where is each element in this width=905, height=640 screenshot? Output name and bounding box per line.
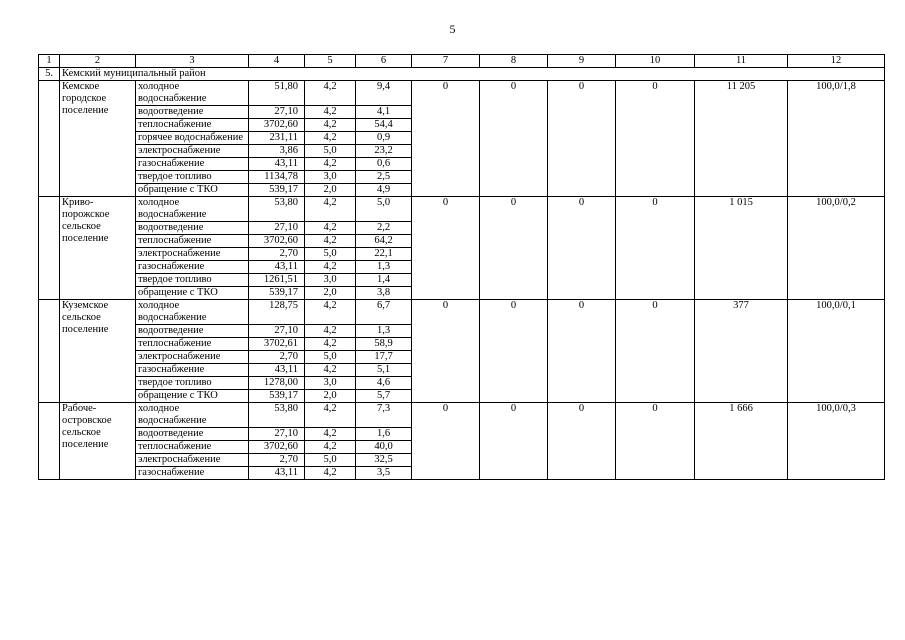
value-col6: 17,7 (356, 351, 412, 364)
value-col5: 4,2 (305, 106, 356, 119)
value-col6: 4,1 (356, 106, 412, 119)
value-col5: 4,2 (305, 428, 356, 441)
value-col5: 4,2 (305, 261, 356, 274)
value-col5: 2,0 (305, 390, 356, 403)
settlement-name: Куземское сельское поселение (60, 300, 136, 403)
value-col6: 23,2 (356, 145, 412, 158)
value-col5: 4,2 (305, 300, 356, 325)
value-col6: 1,3 (356, 261, 412, 274)
service-name: теплоснабжение (136, 441, 249, 454)
value-col4: 53,80 (249, 197, 305, 222)
value-col5: 4,2 (305, 132, 356, 145)
value-col6: 3,8 (356, 287, 412, 300)
header-cell: 12 (788, 55, 885, 68)
value-col4: 1278,00 (249, 377, 305, 390)
page-number: 5 (449, 22, 456, 36)
value-c11: 377 (695, 300, 788, 403)
value-col5: 3,0 (305, 377, 356, 390)
district-row (39, 68, 885, 81)
value-col6: 32,5 (356, 454, 412, 467)
value-col4: 3702,60 (249, 235, 305, 248)
value-col6: 22,1 (356, 248, 412, 261)
value-col5: 4,2 (305, 197, 356, 222)
value-col5: 5,0 (305, 454, 356, 467)
value-c8: 0 (480, 81, 548, 197)
value-col5: 2,0 (305, 184, 356, 197)
service-name: водоотведение (136, 428, 249, 441)
value-c7: 0 (412, 197, 480, 300)
table-row (39, 197, 885, 222)
value-c8: 0 (480, 197, 548, 300)
value-c10: 0 (616, 81, 695, 197)
header-cell: 5 (305, 55, 356, 68)
value-c12: 100,0/0,1 (788, 300, 885, 403)
value-col4: 3702,60 (249, 441, 305, 454)
value-col6: 3,5 (356, 467, 412, 480)
service-name: газоснабжение (136, 158, 249, 171)
value-c11: 11 205 (695, 81, 788, 197)
value-col5: 3,0 (305, 274, 356, 287)
value-col6: 64,2 (356, 235, 412, 248)
value-c12: 100,0/0,3 (788, 403, 885, 480)
value-col5: 4,2 (305, 81, 356, 106)
service-name: газоснабжение (136, 467, 249, 480)
header-cell: 3 (136, 55, 249, 68)
value-col5: 4,2 (305, 325, 356, 338)
value-c9: 0 (548, 300, 616, 403)
value-c11: 1 666 (695, 403, 788, 480)
settlement-name: Кемское городское поселение (60, 81, 136, 197)
value-col5: 5,0 (305, 351, 356, 364)
table-row (39, 81, 885, 106)
service-name: газоснабжение (136, 364, 249, 377)
service-name: газоснабжение (136, 261, 249, 274)
value-col6: 9,4 (356, 81, 412, 106)
value-c10: 0 (616, 197, 695, 300)
header-cell: 7 (412, 55, 480, 68)
value-col4: 3,86 (249, 145, 305, 158)
value-col4: 27,10 (249, 325, 305, 338)
header-row (39, 55, 885, 68)
value-col4: 53,80 (249, 403, 305, 428)
value-col5: 5,0 (305, 145, 356, 158)
value-c10: 0 (616, 300, 695, 403)
service-name: обращение с ТКО (136, 390, 249, 403)
value-c8: 0 (480, 300, 548, 403)
value-col4: 2,70 (249, 454, 305, 467)
value-col6: 2,5 (356, 171, 412, 184)
value-col5: 4,2 (305, 222, 356, 235)
value-col4: 539,17 (249, 184, 305, 197)
value-col6: 5,7 (356, 390, 412, 403)
value-c12: 100,0/1,8 (788, 81, 885, 197)
value-col4: 1261,51 (249, 274, 305, 287)
value-c9: 0 (548, 81, 616, 197)
value-col4: 43,11 (249, 261, 305, 274)
value-col5: 5,0 (305, 248, 356, 261)
value-col6: 5,0 (356, 197, 412, 222)
value-col4: 51,80 (249, 81, 305, 106)
value-col5: 3,0 (305, 171, 356, 184)
value-c7: 0 (412, 81, 480, 197)
settlement-name: Рабоче-островское сельское поселение (60, 403, 136, 480)
value-c8: 0 (480, 403, 548, 480)
district-name: Кемский муниципальный район (60, 68, 885, 81)
district-number: 5. (39, 68, 60, 81)
value-col4: 231,11 (249, 132, 305, 145)
service-name: водоотведение (136, 222, 249, 235)
service-name: водоотведение (136, 325, 249, 338)
value-col6: 1,4 (356, 274, 412, 287)
value-col4: 1134,78 (249, 171, 305, 184)
value-col4: 539,17 (249, 287, 305, 300)
header-cell: 10 (616, 55, 695, 68)
service-name: обращение с ТКО (136, 287, 249, 300)
header-cell: 4 (249, 55, 305, 68)
service-name: холодное водоснабжение (136, 403, 249, 428)
value-col5: 4,2 (305, 403, 356, 428)
value-col5: 4,2 (305, 467, 356, 480)
value-col6: 4,6 (356, 377, 412, 390)
header-cell: 6 (356, 55, 412, 68)
value-col4: 3702,60 (249, 119, 305, 132)
service-name: электроснабжение (136, 248, 249, 261)
service-name: твердое топливо (136, 377, 249, 390)
service-name: холодное водоснабжение (136, 81, 249, 106)
value-col6: 0,6 (356, 158, 412, 171)
value-c7: 0 (412, 300, 480, 403)
value-col6: 2,2 (356, 222, 412, 235)
service-name: горячее водоснабжение (136, 132, 249, 145)
header-cell: 1 (39, 55, 60, 68)
value-col5: 4,2 (305, 441, 356, 454)
value-col4: 43,11 (249, 467, 305, 480)
value-col5: 4,2 (305, 235, 356, 248)
service-name: электроснабжение (136, 145, 249, 158)
service-name: теплоснабжение (136, 338, 249, 351)
value-col4: 539,17 (249, 390, 305, 403)
service-name: электроснабжение (136, 454, 249, 467)
service-name: холодное водоснабжение (136, 300, 249, 325)
header-cell: 8 (480, 55, 548, 68)
value-col4: 27,10 (249, 106, 305, 119)
value-c7: 0 (412, 403, 480, 480)
header-cell: 11 (695, 55, 788, 68)
value-col5: 4,2 (305, 158, 356, 171)
table-row (39, 300, 885, 325)
service-name: обращение с ТКО (136, 184, 249, 197)
value-col6: 5,1 (356, 364, 412, 377)
value-col6: 0,9 (356, 132, 412, 145)
header-cell: 9 (548, 55, 616, 68)
value-c10: 0 (616, 403, 695, 480)
row-number-cell (39, 403, 60, 480)
value-col4: 43,11 (249, 364, 305, 377)
value-col6: 6,7 (356, 300, 412, 325)
value-col6: 1,3 (356, 325, 412, 338)
value-col6: 7,3 (356, 403, 412, 428)
value-col6: 1,6 (356, 428, 412, 441)
value-col4: 2,70 (249, 248, 305, 261)
value-col4: 27,10 (249, 222, 305, 235)
value-col5: 4,2 (305, 364, 356, 377)
value-c9: 0 (548, 197, 616, 300)
tariff-table (38, 54, 885, 480)
table-row (39, 403, 885, 428)
service-name: холодное водоснабжение (136, 197, 249, 222)
value-col4: 128,75 (249, 300, 305, 325)
header-cell: 2 (60, 55, 136, 68)
row-number-cell (39, 197, 60, 300)
row-number-cell (39, 81, 60, 197)
settlement-name: Криво-порожское сельское поселение (60, 197, 136, 300)
value-c11: 1 015 (695, 197, 788, 300)
value-col6: 4,9 (356, 184, 412, 197)
value-c12: 100,0/0,2 (788, 197, 885, 300)
value-c9: 0 (548, 403, 616, 480)
row-number-cell (39, 300, 60, 403)
service-name: теплоснабжение (136, 119, 249, 132)
value-col5: 2,0 (305, 287, 356, 300)
value-col5: 4,2 (305, 338, 356, 351)
value-col4: 27,10 (249, 428, 305, 441)
service-name: водоотведение (136, 106, 249, 119)
value-col4: 43,11 (249, 158, 305, 171)
value-col6: 40,0 (356, 441, 412, 454)
value-col6: 58,9 (356, 338, 412, 351)
value-col6: 54,4 (356, 119, 412, 132)
service-name: твердое топливо (136, 274, 249, 287)
service-name: электроснабжение (136, 351, 249, 364)
service-name: твердое топливо (136, 171, 249, 184)
value-col4: 3702,61 (249, 338, 305, 351)
value-col5: 4,2 (305, 119, 356, 132)
service-name: теплоснабжение (136, 235, 249, 248)
value-col4: 2,70 (249, 351, 305, 364)
